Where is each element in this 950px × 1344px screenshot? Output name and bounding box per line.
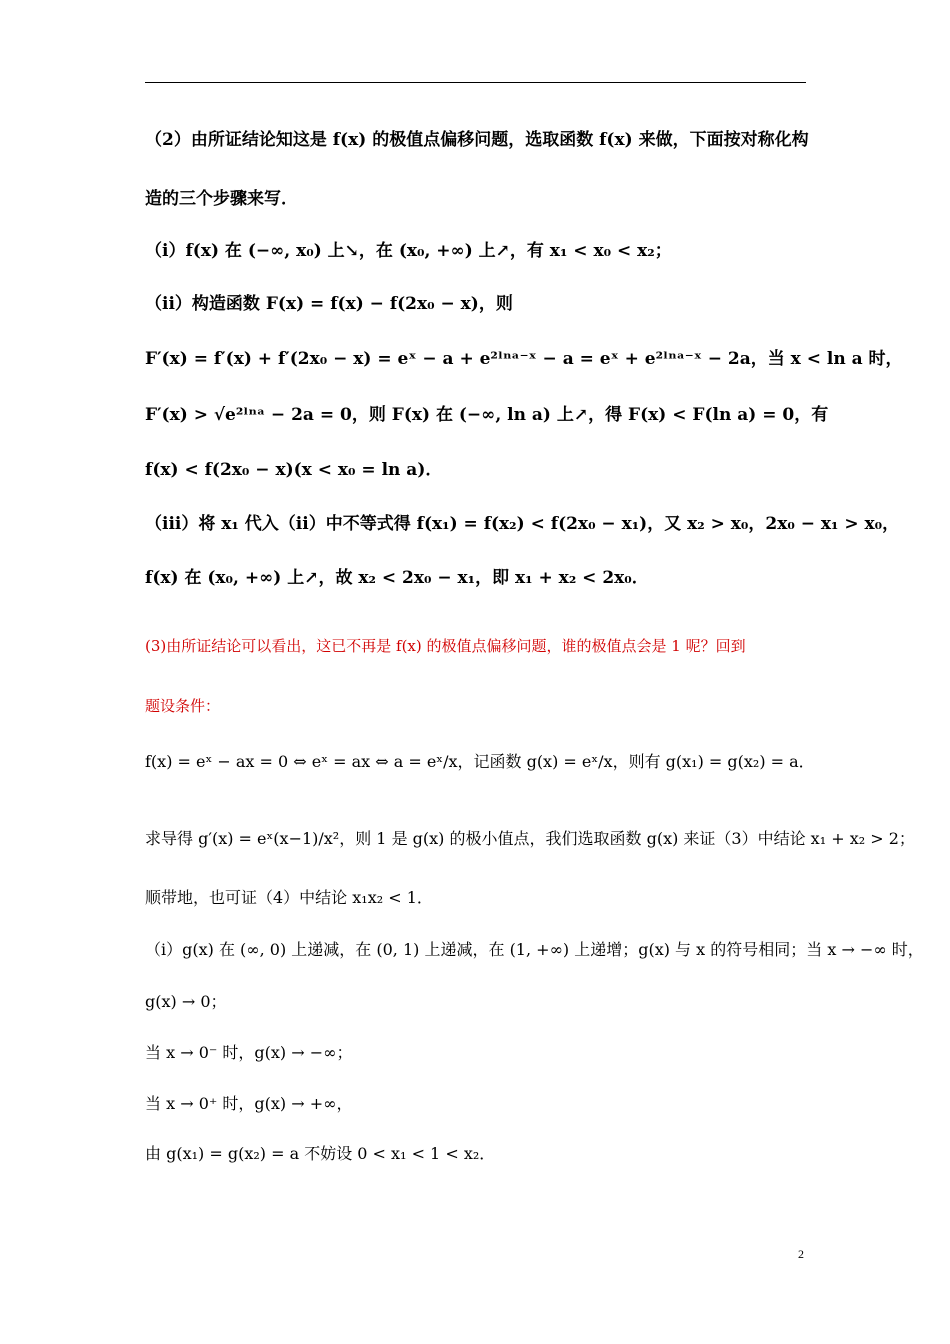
text-line: (3)由所证结论可以看出，这已不再是 f(x) 的极值点偏移问题，谁的极值点会是 1 呢？回到 bbox=[145, 637, 746, 655]
text-line: （i）f(x) 在 (−∞, x₀) 上↘，在 (x₀, +∞) 上↗，有 x₁ < x₀ < x₂； bbox=[145, 241, 672, 261]
page-number: 2 bbox=[798, 1247, 804, 1261]
text-line: f(x) < f(2x₀ − x)(x < x₀ = ln a)． bbox=[145, 460, 443, 480]
text-line: f(x) 在 (x₀, +∞) 上↗，故 x₂ < 2x₀ − x₁，即 x₁ + x₂ < 2x₀． bbox=[145, 568, 649, 588]
text-line: F′(x) > √e²ˡⁿᵃ − 2a = 0，则 F(x) 在 (−∞, ln a) 上↗，得 F(x) < F(ln a) = 0，有 bbox=[145, 405, 829, 425]
text-line: g(x) → 0； bbox=[145, 992, 227, 1011]
header-rule bbox=[145, 82, 806, 83]
text-line: 题设条件： bbox=[145, 697, 221, 715]
text-line: 求导得 g′(x) = eˣ(x−1)/x²，则 1 是 g(x) 的极小值点，我们选取函数 g(x) 来证（3）中结论 x₁ + x₂ > 2； bbox=[145, 829, 915, 848]
text-line: （ii）构造函数 F(x) = f(x) − f(2x₀ − x)，则 bbox=[145, 294, 513, 314]
text-line: 当 x → 0⁻ 时，g(x) → −∞； bbox=[145, 1043, 353, 1062]
text-line: 造的三个步骤来写． bbox=[145, 189, 298, 209]
text-line: 当 x → 0⁺ 时，g(x) → +∞， bbox=[145, 1094, 353, 1113]
text-line: 由 g(x₁) = g(x₂) = a 不妨设 0 < x₁ < 1 < x₂． bbox=[145, 1144, 496, 1163]
text-line: F′(x) = f′(x) + f′(2x₀ − x) = eˣ − a + e²ˡⁿᵃ⁻ˣ − a = eˣ + e²ˡⁿᵃ⁻ˣ − 2a，当 x < ln a 时， bbox=[145, 349, 903, 369]
text-line: （iii）将 x₁ 代入（ii）中不等式得 f(x₁) = f(x₂) < f(2x₀ − x₁)，又 x₂ > x₀，2x₀ − x₁ > x₀， bbox=[145, 514, 900, 534]
text-line: （2）由所证结论知这是 f(x) 的极值点偏移问题，选取函数 f(x) 来做，下面按对称化构 bbox=[145, 130, 809, 150]
text-line: f(x) = eˣ − ax = 0 ⇔ eˣ = ax ⇔ a = eˣ/x，记函数 g(x) = eˣ/x，则有 g(x₁) = g(x₂) = a． bbox=[145, 752, 815, 771]
text-line: 顺带地，也可证（4）中结论 x₁x₂ < 1． bbox=[145, 888, 433, 907]
text-line: （i）g(x) 在 (∞, 0) 上递减，在 (0, 1) 上递减，在 (1, +∞) 上递增；g(x) 与 x 的符号相同；当 x → −∞ 时， bbox=[145, 940, 924, 959]
